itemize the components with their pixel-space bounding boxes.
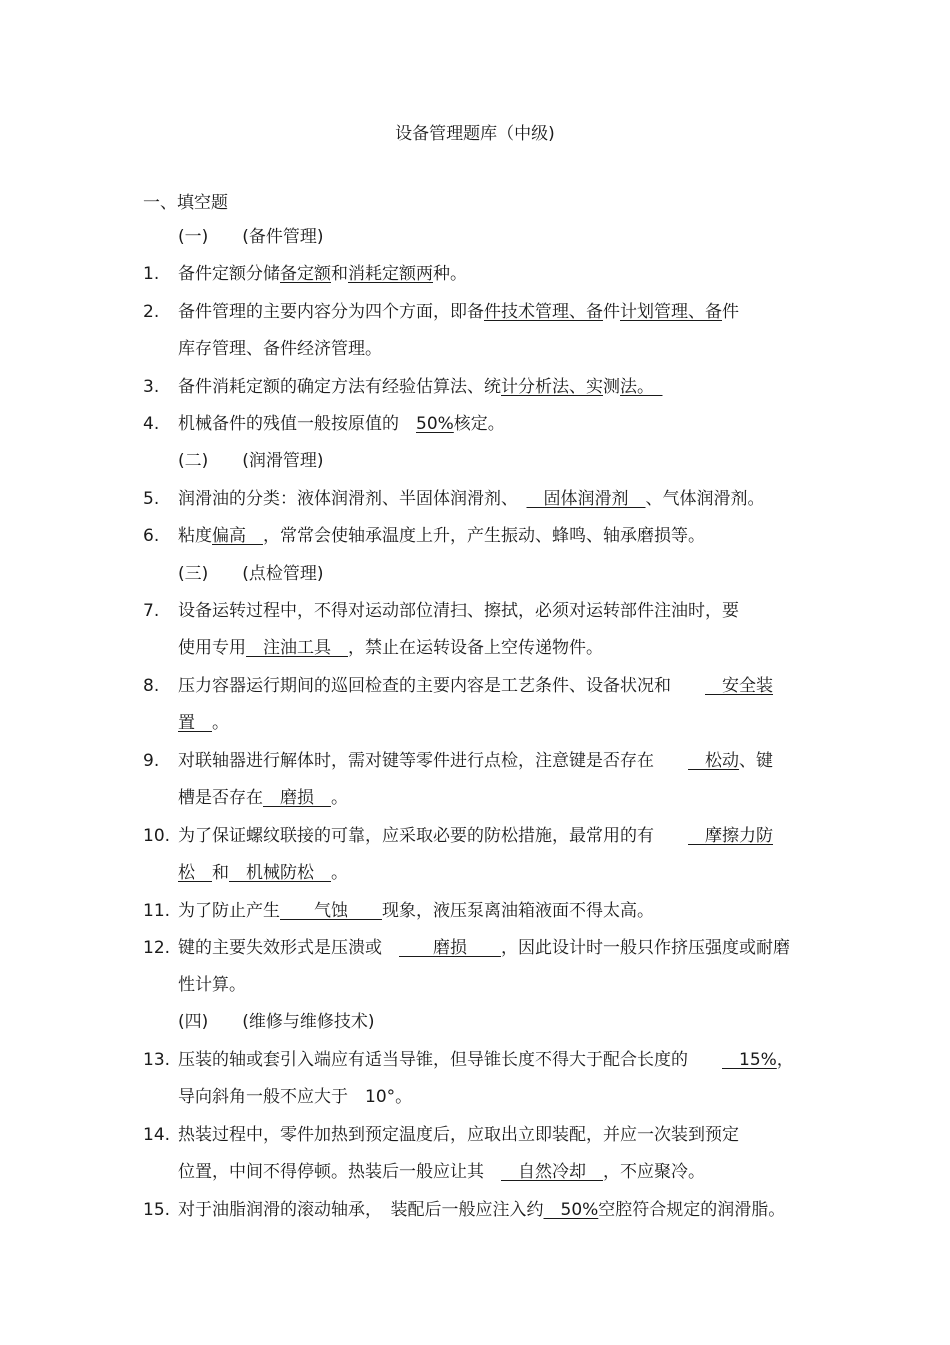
group-heading: (一) (备件管理) — [178, 227, 324, 247]
question-number: 3. — [143, 377, 160, 397]
answer-blank: 松动 — [688, 751, 739, 771]
question-text: 对于油脂润滑的滚动轴承， 装配后一般应注入约 50%空腔符合规定的润滑脂。 — [178, 1200, 786, 1220]
answer-blank: 磨损 — [263, 788, 331, 808]
question-text: 为了防止产生 气蚀 现象，液压泵离油箱液面不得太高。 — [178, 901, 654, 921]
question-number: 7. — [143, 601, 160, 621]
question-text-cont: 置 。 — [178, 713, 229, 733]
answer-blank: 松 — [178, 863, 212, 883]
question-number: 6. — [143, 526, 160, 546]
question-text: 为了保证螺纹联接的可靠，应采取必要的防松措施，最常用的有 摩擦力防 — [178, 826, 773, 846]
answer-blank: 计分析法、实 — [501, 377, 603, 397]
question-number: 15. — [143, 1200, 171, 1220]
answer-blank: 固体润滑剂 — [526, 489, 646, 509]
answer-blank: 置 — [178, 713, 212, 733]
question-number: 2. — [143, 302, 160, 322]
answer-value: 10° — [365, 1087, 396, 1107]
question-number: 13. — [143, 1050, 171, 1070]
question-number: 12. — [143, 938, 171, 958]
question-number: 8. — [143, 676, 160, 696]
question-number: 14. — [143, 1125, 171, 1145]
question-text: 压装的轴或套引入端应有适当导锥，但导锥长度不得大于配合长度的 15%， — [178, 1050, 794, 1070]
question-text: 对联轴器进行解体时，需对键等零件进行点检，注意键是否存在 松动、键 — [178, 751, 773, 771]
answer-blank: 安全装 — [705, 676, 773, 696]
group-heading: (四) (维修与维修技术) — [178, 1012, 375, 1032]
question-number: 10. — [143, 826, 171, 846]
page-title: 设备管理题库（中级) — [395, 124, 555, 144]
question-text-cont: 槽是否存在 磨损 。 — [178, 788, 348, 808]
answer-blank: 注油工具 — [246, 638, 348, 658]
group-heading: (二) (润滑管理) — [178, 451, 324, 471]
question-text: 压力容器运行期间的巡回检查的主要内容是工艺条件、设备状况和 安全装 — [178, 676, 773, 696]
question-text-cont: 使用专用 注油工具 ，禁止在运转设备上空传递物件。 — [178, 638, 603, 658]
question-number: 4. — [143, 414, 160, 434]
answer-blank: 50% — [543, 1200, 599, 1220]
answer-blank: 气蚀 — [280, 901, 382, 921]
question-number: 9. — [143, 751, 160, 771]
answer-blank: 法。 — [620, 377, 663, 397]
question-number: 5. — [143, 489, 160, 509]
answer-blank: 备定额 — [280, 264, 331, 284]
question-text: 备件定额分储备定额和消耗定额两种。 — [178, 264, 467, 284]
question-text: 热装过程中，零件加热到预定温度后，应取出立即装配，并应一次装到预定 — [178, 1125, 739, 1145]
answer-blank: 计划管理、备 — [620, 302, 722, 322]
question-text: 设备运转过程中，不得对运动部位清扫、擦拭，必须对运转部件注油时，要 — [178, 601, 739, 621]
question-number: 11. — [143, 901, 171, 921]
question-text-cont: 位置，中间不得停顿。热装后一般应让其 自然冷却 ，不应聚冷。 — [178, 1162, 705, 1182]
answer-blank: 摩擦力防 — [688, 826, 773, 846]
question-text: 备件管理的主要内容分为四个方面，即备件技术管理、备件计划管理、备件 — [178, 302, 739, 322]
answer-blank: 磨损 — [399, 938, 501, 958]
answer-blank: 消耗定额两 — [348, 264, 433, 284]
question-text-cont: 库存管理、备件经济管理。 — [178, 339, 382, 359]
answer-blank: 自然冷却 — [501, 1162, 603, 1182]
question-text: 备件消耗定额的确定方法有经验估算法、统计分析法、实测法。 — [178, 377, 663, 397]
question-text: 键的主要失效形式是压溃或 磨损 ，因此设计时一般只作挤压强度或耐磨 — [178, 938, 790, 958]
question-text: 机械备件的残值一般按原值的 50%核定。 — [178, 414, 505, 434]
answer-blank: 偏高 — [212, 526, 263, 546]
answer-blank: 50% — [416, 414, 454, 434]
answer-blank: 机械防松 — [229, 863, 331, 883]
question-text: 润滑油的分类：液体润滑剂、半固体润滑剂、 固体润滑剂 、气体润滑剂。 — [178, 489, 765, 509]
answer-blank: 件技术管理、备 — [484, 302, 603, 322]
section-heading: 一、填空题 — [143, 193, 228, 213]
question-text-cont: 导向斜角一般不应大于 10°。 — [178, 1087, 413, 1107]
group-heading: (三) (点检管理) — [178, 564, 324, 584]
question-text-cont: 松 和 机械防松 。 — [178, 863, 348, 883]
question-text: 粘度偏高 ，常常会使轴承温度上升，产生振动、蜂鸣、轴承磨损等。 — [178, 526, 705, 546]
answer-blank: 15% — [722, 1050, 777, 1070]
question-number: 1. — [143, 264, 160, 284]
question-text-cont: 性计算。 — [178, 975, 246, 995]
